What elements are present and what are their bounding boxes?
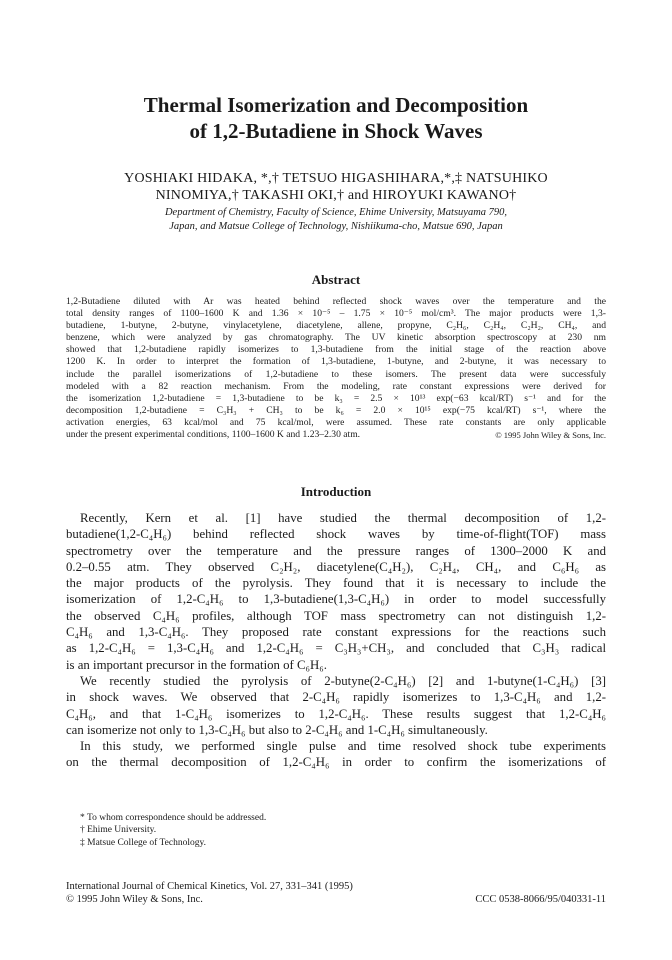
abstract-last-line bbox=[66, 429, 606, 441]
intro-line: Recently, Kern et al. [1] have studied the thermal decomposition of 1,2- bbox=[80, 511, 606, 525]
journal-info bbox=[66, 880, 606, 906]
title-line-2: of 1,2-Butadiene in Shock Waves bbox=[189, 119, 483, 143]
affiliation-line-1: Department of Chemistry, Faculty of Science, Ehime University, Matsuyama 790, bbox=[164, 207, 508, 218]
intro-line: C₄H₆ and 1,3-C₄H₆. They proposed rate constant expressions for the reactions such bbox=[66, 625, 606, 640]
footnotes bbox=[80, 812, 600, 849]
intro-line: in shock waves. We observed that 2-C₄H₆ rapidly isomerizes to 1,3-C₄H₆ and 1,2- bbox=[66, 690, 606, 705]
abstract-line: total density ranges of 1100–1600 K and 1.36 × 10⁻⁵ – 1.75 × 10⁻⁵ mol/cm³. The major products were 1,3- bbox=[66, 308, 606, 320]
introduction-heading: Introduction bbox=[300, 484, 372, 499]
abstract-heading: Abstract bbox=[311, 272, 361, 287]
intro-line: butadiene(1,2-C₄H₆) behind reflected shock waves by time-of-flight(TOF) mass bbox=[66, 527, 606, 542]
journal-ccc-code: CCC 0538-8066/95/040331-11 bbox=[475, 894, 606, 905]
authors-line-2: NINOMIYA,† TAKASHI OKI,† and HIROYUKI KAWANO† bbox=[155, 188, 517, 203]
abstract-line: 1200 K. In order to interpret the formation of 1,3-butadiene, 1-butyne, and 2-butyne, it was necessary to bbox=[66, 356, 606, 368]
abstract-line: activation energies, 63 kcal/mol and 75 kcal/mol, were assumed. These rate constants are only applicable bbox=[66, 416, 606, 428]
intro-line: on the thermal decomposition of 1,2-C₄H₆ in order to confirm the isomerizations of bbox=[66, 755, 606, 770]
footnote: † Ehime University. bbox=[80, 825, 157, 836]
abstract-line: under the present experimental conditions, 1100–1600 K and 1.23–2.30 atm. bbox=[66, 429, 361, 441]
journal-citation: International Journal of Chemical Kinetics, Vol. 27, 331–341 (1995) bbox=[66, 881, 353, 892]
intro-line: In this study, we performed single pulse and time resolved shock tube experiments bbox=[80, 739, 606, 754]
journal-copyright-row bbox=[66, 893, 606, 906]
abstract-line: include the parallel isomerizations of 1,2-butadiene to these isomers. The present data were successfuly bbox=[66, 368, 606, 380]
journal-copyright: © 1995 John Wiley & Sons, Inc. bbox=[66, 894, 203, 905]
abstract-line: the isomerization 1,2-butadiene = 1,3-butadiene to be k₃ = 2.5 × 10¹³ exp(−63 kcal/RT) s⁻¹ and for the bbox=[66, 392, 606, 404]
footnote: * To whom correspondence should be addressed. bbox=[80, 813, 267, 823]
abstract-line: butadiene, 1-butyne, 2-butyne, vinylacetylene, diacetylene, allene, propyne, C₂H₆, C₂H₄, C₂H₂, CH₄, and bbox=[66, 320, 606, 332]
intro-line: the observed C₄H₆ profiles, although TOF mass spectrometry can not distinguish 1,2- bbox=[66, 608, 606, 623]
footnote: ‡ Matsue College of Technology. bbox=[80, 837, 206, 848]
affiliation-line-2: Japan, and Matsue College of Technology, Nishiikuma-cho, Matsue 690, Japan bbox=[169, 221, 503, 232]
intro-line: spectrometry over the temperature and the pressure ranges of 1300–2000 K and bbox=[66, 543, 606, 558]
author-list bbox=[60, 170, 612, 204]
authors-line-1: YOSHIAKI HIDAKA, *,† TETSUO HIGASHIHARA,*,‡ NATSUHIKO bbox=[124, 171, 548, 186]
abstract-body bbox=[66, 296, 606, 441]
intro-line: is an important precursor in the formation of C₆H₆. bbox=[66, 657, 327, 672]
abstract-copyright: © 1995 John Wiley & Sons, Inc. bbox=[495, 430, 606, 441]
intro-line: the major products of the pyrolysis. They found that it is necessary to include the bbox=[66, 576, 606, 591]
intro-line: 0.2–0.55 atm. They observed C₂H₂, diacetylene(C₄H₂), C₂H₄, CH₄, and C₆H₆ as bbox=[66, 559, 606, 574]
affiliation bbox=[80, 206, 592, 234]
abstract-line: benzene, which were analyzed by gas chromatography. The UV kinetic absorption spectroscopy at 230 nm bbox=[66, 332, 606, 344]
abstract-line: decomposition 1,2-butadiene = C₃H₃ + CH₃ to be k₆ = 2.0 × 10¹⁵ exp(−75 kcal/RT) s⁻¹, where the bbox=[66, 404, 606, 416]
intro-line: We recently studied the pyrolysis of 2-butyne(2-C₄H₆) [2] and 1-butyne(1-C₄H₆) [3] bbox=[80, 673, 606, 688]
intro-line: can isomerize not only to 1,3-C₄H₆ but also to 2-C₄H₆ and 1-C₄H₆ simultaneously. bbox=[66, 722, 488, 737]
abstract-line: 1,2-Butadiene diluted with Ar was heated behind reflected shock waves over the temperature and the bbox=[66, 296, 606, 307]
abstract-line: showed that 1,2-butadiene rapidly isomerizes to 1,3-butadiene from the initial stage of the reaction above bbox=[66, 344, 606, 356]
paper-title bbox=[60, 92, 612, 144]
intro-line: C₄H₆, and that 1-C₄H₆ isomerizes to 1,2-C₄H₆. These results suggest that 1,2-C₄H₆ bbox=[66, 706, 606, 721]
intro-line: as 1,2-C₄H₆ = 1,3-C₄H₆ and 1,2-C₄H₆ = C₃H₃+CH₃, and concluded that C₃H₃ radical bbox=[66, 641, 606, 656]
intro-line: isomerization of 1,2-C₄H₆ to 1,3-butadiene(1,3-C₄H₆) in order to model successfully bbox=[66, 592, 606, 607]
abstract-line: modeled with a 82 reaction mechanism. From the modeling, rate constant expressions were derived for bbox=[66, 380, 606, 392]
introduction-body bbox=[66, 510, 606, 771]
title-line-1: Thermal Isomerization and Decomposition bbox=[143, 93, 529, 117]
